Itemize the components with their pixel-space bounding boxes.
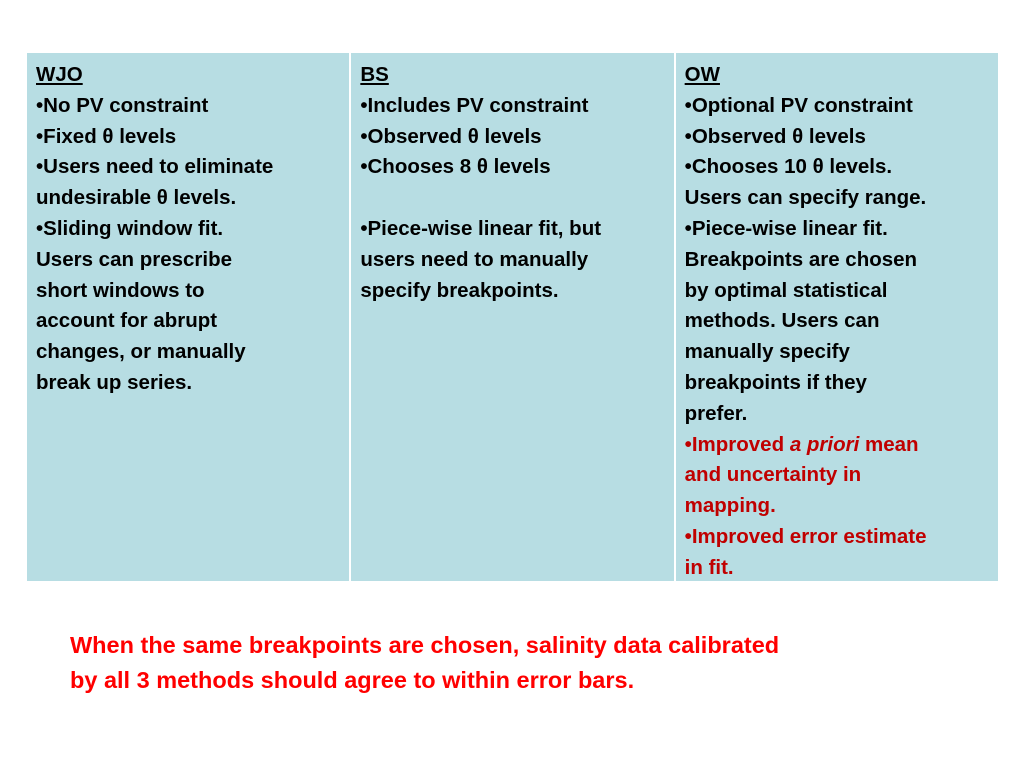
wjo-line: short windows to <box>36 278 205 302</box>
bs-line: •Observed θ levels <box>360 124 542 148</box>
wjo-line: undesirable θ levels. <box>36 186 237 210</box>
bs-line: users need to manually <box>360 247 589 271</box>
ow-line: Users can specify range. <box>684 186 927 210</box>
ow-highlight-line: and uncertainty in <box>684 463 862 487</box>
bs-spacer <box>360 183 665 214</box>
bs-line: •Piece-wise linear fit, but <box>360 216 602 240</box>
column-header-wjo: WJO <box>36 63 83 86</box>
a-priori-italic: a priori <box>789 432 860 456</box>
wjo-line: Users can prescribe <box>36 247 233 271</box>
wjo-line: changes, or manually <box>36 340 246 364</box>
bs-line: •Chooses 8 θ levels <box>360 155 551 179</box>
bs-line: specify breakpoints. <box>360 278 559 302</box>
ow-line: prefer. <box>684 401 748 425</box>
ow-line: •Optional PV constraint <box>684 93 913 117</box>
ow-line: •Chooses 10 θ levels. <box>684 155 893 179</box>
column-bs <box>349 53 673 581</box>
footnote-line: When the same breakpoints are chosen, salinity data calibrated <box>70 632 780 658</box>
ow-mean-suffix: mean <box>859 432 919 456</box>
ow-line: breakpoints if they <box>684 370 867 394</box>
column-header-ow: OW <box>684 63 720 86</box>
ow-highlight-line: in fit. <box>684 555 734 579</box>
wjo-line: •Fixed θ levels <box>36 124 177 148</box>
ow-line: methods. Users can <box>684 309 880 333</box>
wjo-line: break up series. <box>36 370 193 394</box>
footnote <box>70 628 970 698</box>
ow-highlight-line: mapping. <box>684 494 776 518</box>
ow-highlight-line: •Improved error estimate <box>684 524 927 548</box>
footnote-line: by all 3 methods should agree to within error bars. <box>70 667 635 693</box>
comparison-table <box>26 52 999 582</box>
column-header-bs: BS <box>360 63 389 86</box>
wjo-line: •Sliding window fit. <box>36 216 224 240</box>
ow-line: •Piece-wise linear fit. <box>684 216 888 240</box>
ow-line: Breakpoints are chosen <box>684 247 918 271</box>
ow-line: •Observed θ levels <box>684 124 866 148</box>
ow-improved-prefix: •Improved <box>684 432 790 456</box>
column-ow <box>674 53 998 581</box>
wjo-line: •Users need to eliminate <box>36 155 274 179</box>
column-wjo <box>27 53 349 581</box>
ow-highlight-line <box>685 430 990 461</box>
ow-line: by optimal statistical <box>684 278 888 302</box>
wjo-line: •No PV constraint <box>36 93 209 117</box>
bs-line: •Includes PV constraint <box>360 93 589 117</box>
wjo-line: account for abrupt <box>36 309 218 333</box>
ow-line: manually specify <box>684 340 850 364</box>
